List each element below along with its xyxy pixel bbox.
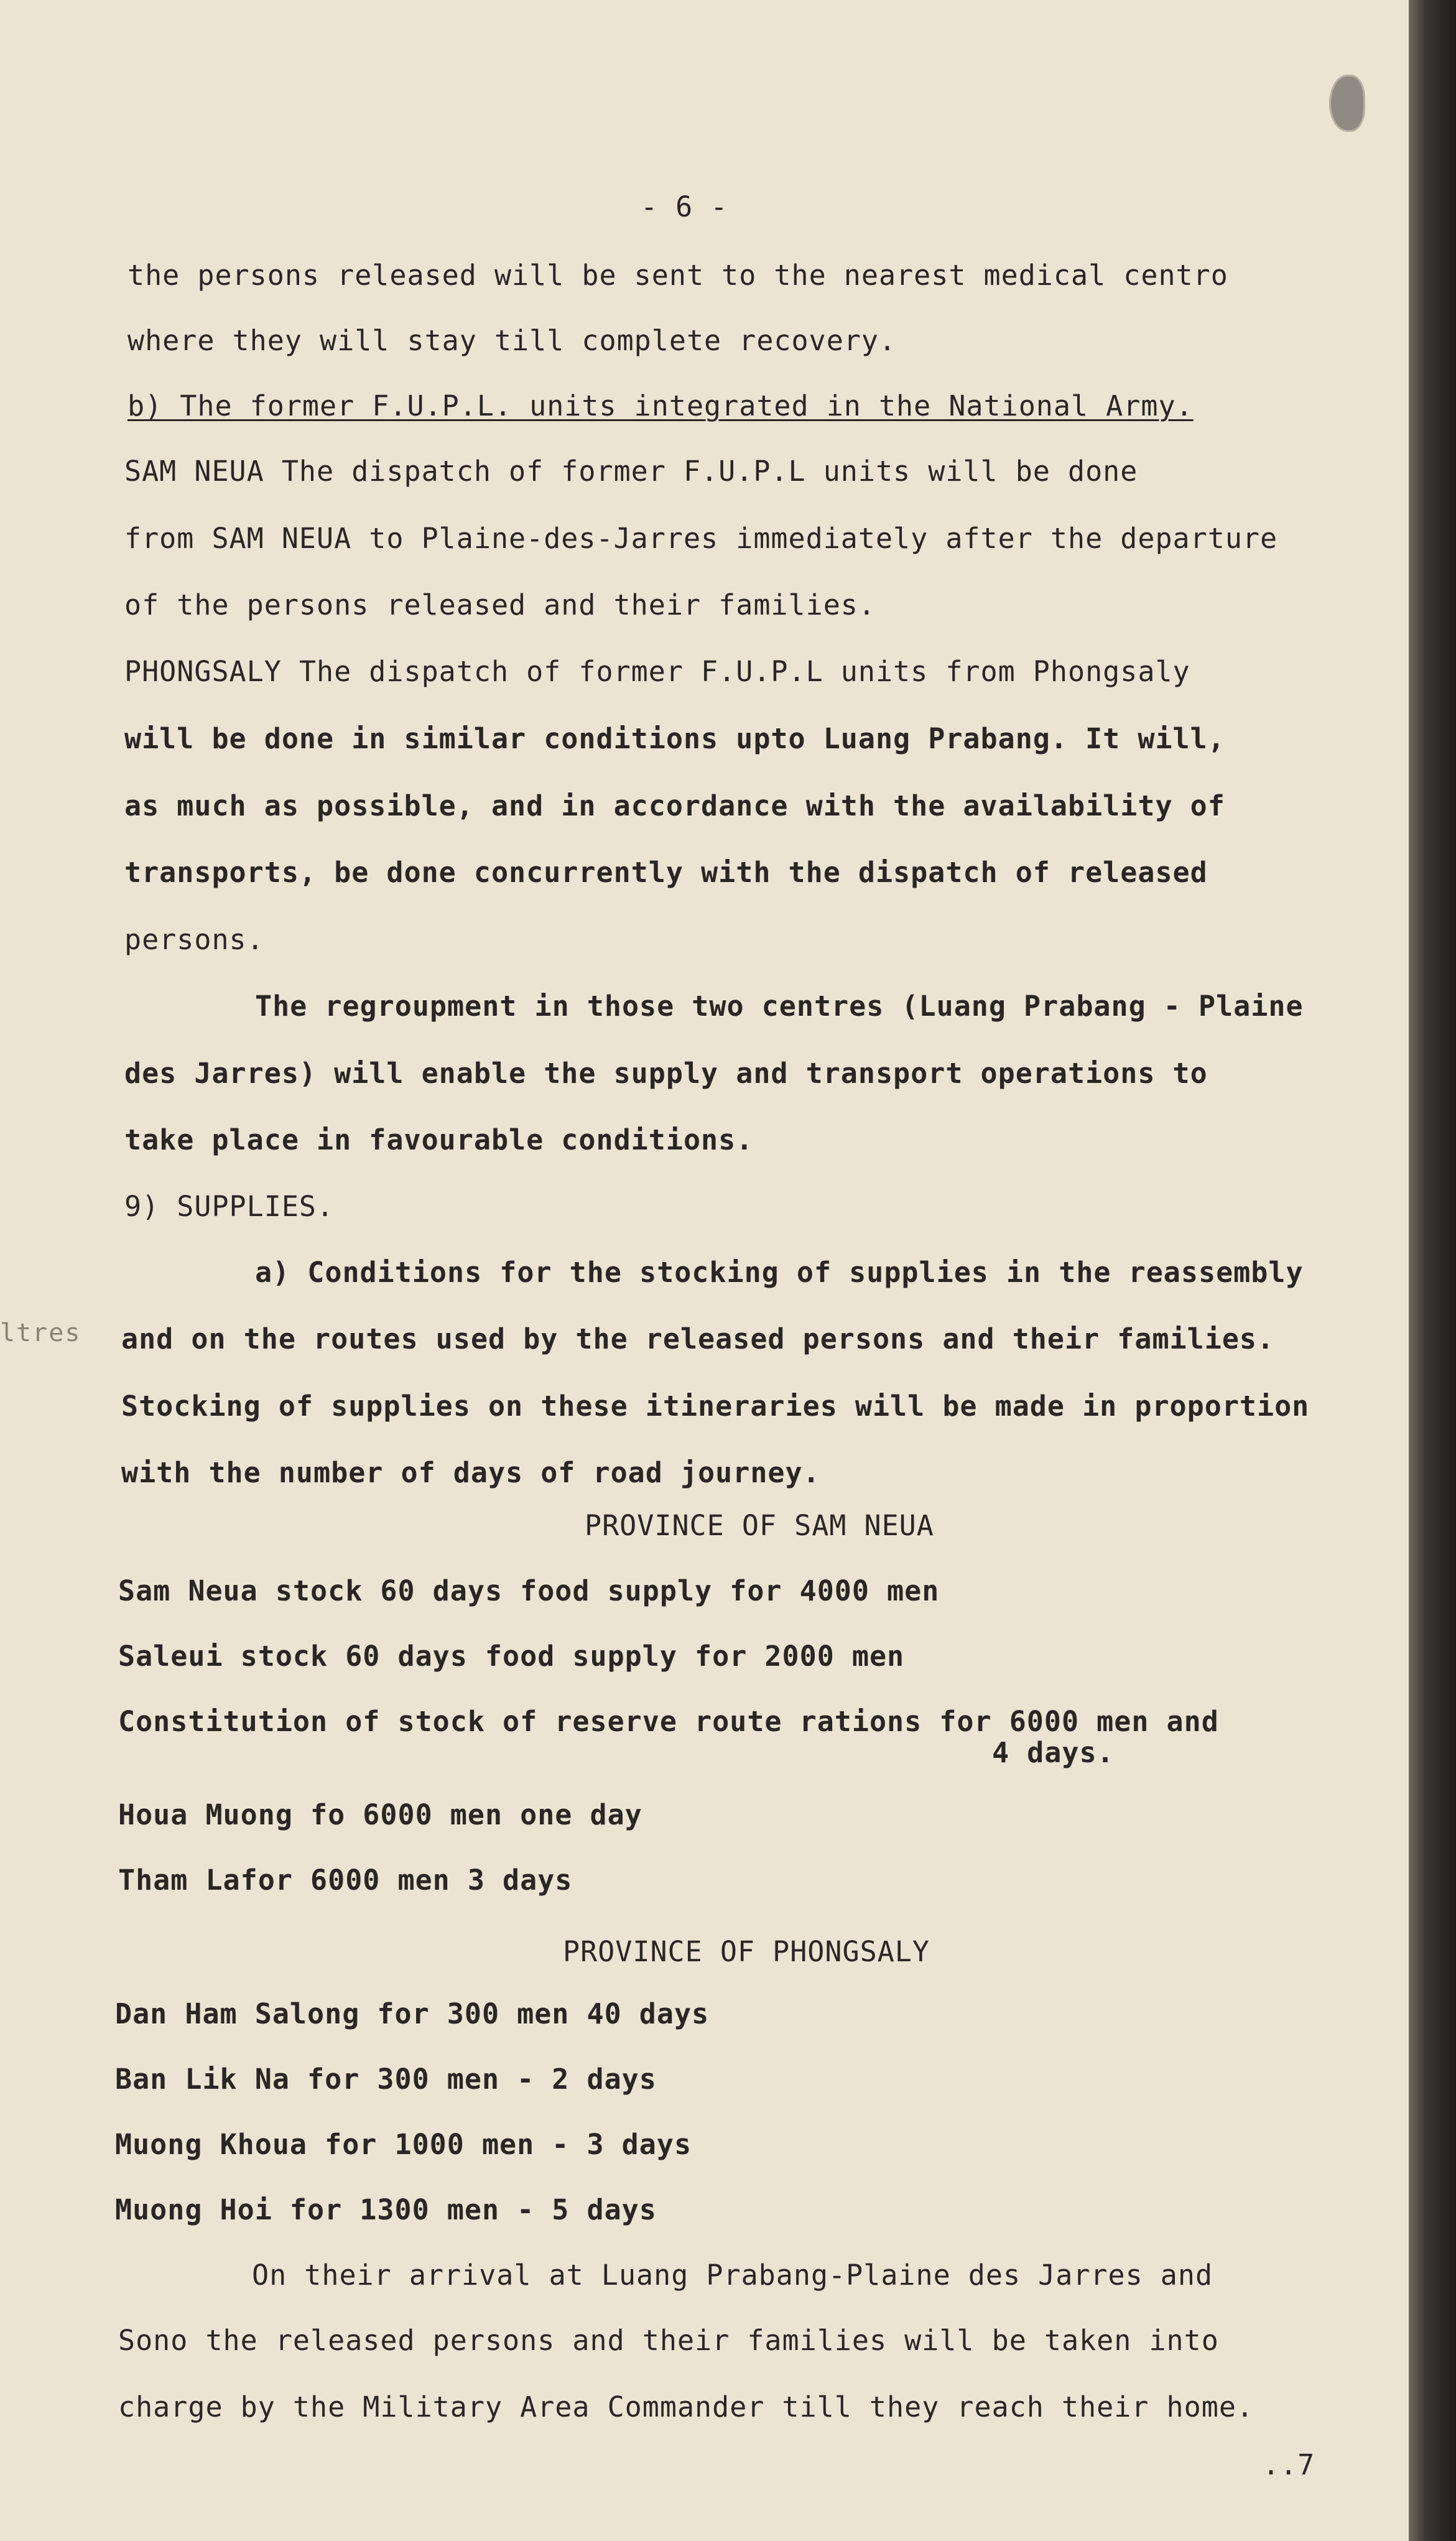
body-line: The regroupment in those two centres (Luang Prabang - Plaine (255, 990, 1304, 1023)
body-line: Stocking of supplies on these itineraries will be made in proportion (121, 1390, 1310, 1423)
supply-line: Muong Hoi for 1300 men - 5 days (115, 2193, 657, 2226)
section-b-heading: b) The former F.U.P.L. units integrated in the National Army. (128, 389, 1194, 422)
body-line: and on the routes used by the released persons and their families. (121, 1322, 1275, 1355)
supply-line: Muong Khoua for 1000 men - 3 days (115, 2128, 692, 2161)
body-line: where they will stay till complete recovery. (128, 324, 897, 357)
body-line: des Jarres) will enable the supply and transport operations to (124, 1057, 1208, 1090)
supply-line: 4 days. (992, 1736, 1115, 1769)
supply-line: Constitution of stock of reserve route rations for 6000 men and (118, 1705, 1219, 1738)
body-line: a) Conditions for the stocking of supplies in the reassembly (255, 1256, 1304, 1289)
body-line: transports, be done concurrently with the dispatch of released (124, 856, 1208, 889)
punch-hole (1329, 75, 1365, 132)
body-line: the persons released will be sent to the nearest medical centro (128, 259, 1228, 292)
supply-line: Saleui stock 60 days food supply for 2000 men (118, 1640, 905, 1673)
body-line: with the number of days of road journey. (121, 1456, 820, 1489)
supply-line: Houa Muong fo 6000 men one day (118, 1798, 642, 1831)
body-line: as much as possible, and in accordance with the availability of (124, 789, 1225, 822)
binding-edge (1409, 0, 1456, 2541)
body-line: Sono the released persons and their families will be taken into (118, 2324, 1219, 2357)
supply-line: Sam Neua stock 60 days food supply for 4000 men (118, 1574, 940, 1607)
body-line: On their arrival at Luang Prabang-Plaine des Jarres and (252, 2259, 1213, 2292)
province-heading-phongsaly: PROVINCE OF PHONGSALY (563, 1935, 930, 1968)
body-line: will be done in similar conditions upto Luang Prabang. It will, (124, 722, 1225, 755)
body-line: from SAM NEUA to Plaine-des-Jarres immediately after the departure (124, 522, 1278, 555)
body-line: charge by the Military Area Commander till they reach their home. (118, 2390, 1254, 2423)
continuation-marker: ..7 (1263, 2448, 1315, 2481)
province-heading-sam-neua: PROVINCE OF SAM NEUA (585, 1509, 934, 1542)
page-number: - 6 - (641, 190, 728, 223)
body-line: SAM NEUA The dispatch of former F.U.P.L units will be done (124, 455, 1138, 488)
supply-line: Tham Lafor 6000 men 3 days (118, 1864, 573, 1897)
body-line: take place in favourable conditions. (124, 1123, 754, 1156)
body-line: PHONGSALY The dispatch of former F.U.P.L units from Phongsaly (124, 655, 1190, 688)
supply-line: Ban Lik Na for 300 men - 2 days (115, 2063, 657, 2096)
body-line: persons. (124, 923, 264, 956)
bleed-through-text: ltres (0, 1319, 81, 1347)
body-line: of the persons released and their families. (124, 588, 876, 621)
section-9-heading: 9) SUPPLIES. (124, 1190, 335, 1223)
supply-line: Dan Ham Salong for 300 men 40 days (115, 1997, 710, 2030)
